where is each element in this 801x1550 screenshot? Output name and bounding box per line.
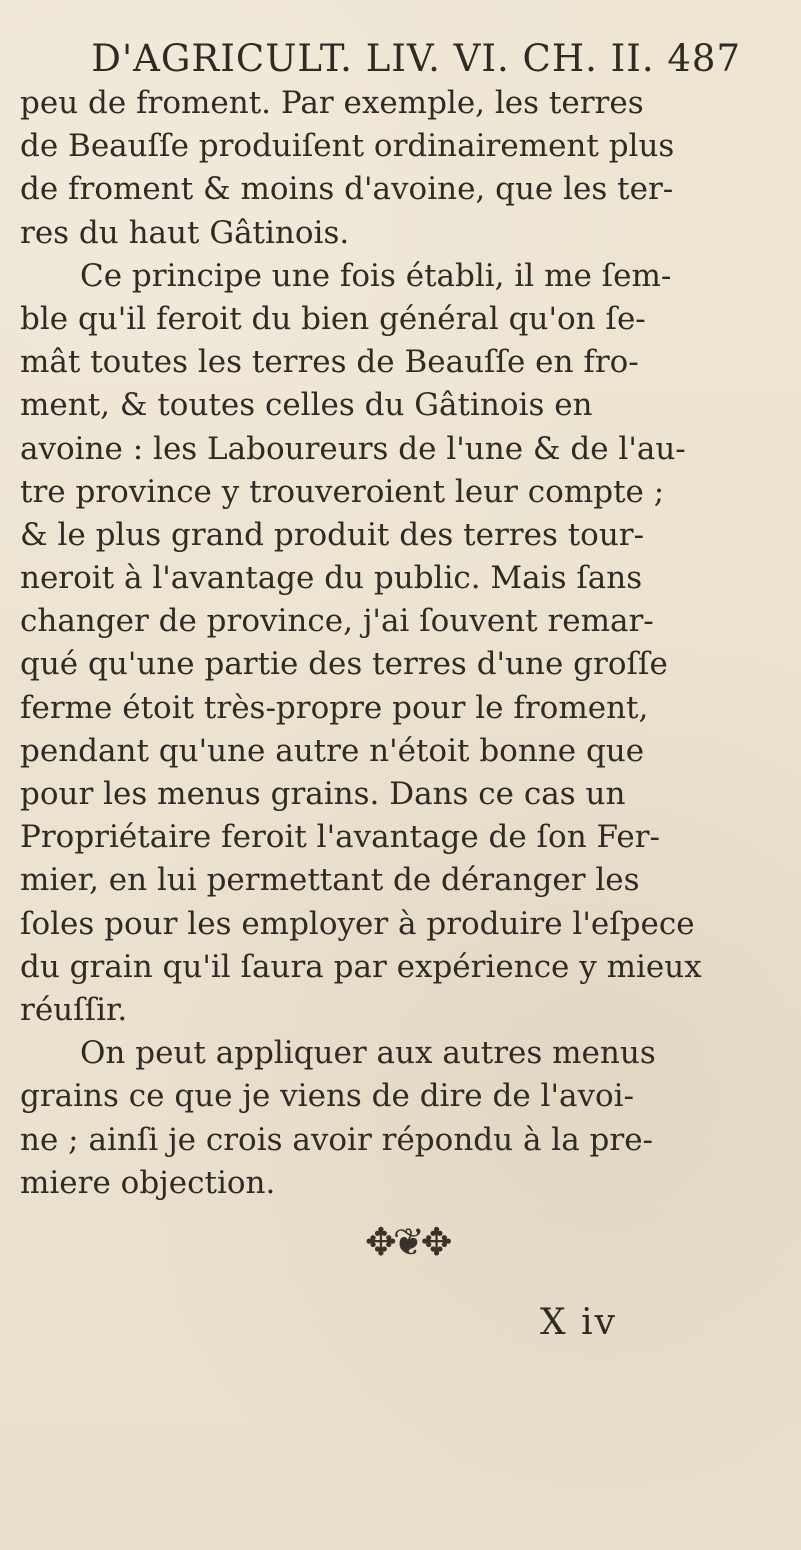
- text-line: pour les menus grains. Dans ce cas un: [20, 776, 626, 812]
- text-line: ſoles pour les employer à produire l'eſpece: [20, 905, 695, 942]
- paragraph-start-line: Ce principe une fois établi, il me ſem-: [80, 257, 672, 294]
- text-line: peu de froment. Par exemple, les terres: [20, 85, 644, 121]
- text-line: & le plus grand produit des terres tour-: [20, 516, 645, 553]
- text-line: ferme étoit très-propre pour le froment,: [20, 689, 649, 726]
- text-line: mât toutes les terres de Beauſſe en fro-: [20, 344, 639, 381]
- text-line: ment, & toutes celles du Gâtinois en: [20, 387, 593, 424]
- text-line: changer de province, j'ai ſouvent remar-: [20, 603, 654, 640]
- text-line: grains ce que je viens de dire de l'avoi-: [20, 1078, 635, 1115]
- text-line: tre province y trouveroient leur compte ;: [20, 473, 665, 510]
- text-line: du grain qu'il ſaura par expérience y mieux: [20, 948, 702, 985]
- text-line: réuſſir.: [20, 991, 128, 1028]
- text-line: avoine : les Laboureurs de l'une & de l'au-: [20, 430, 686, 467]
- text-line: qué qu'une partie des terres d'une groſſe: [20, 646, 668, 683]
- text-line: Propriétaire feroit l'avantage de ſon Fer-: [20, 819, 660, 856]
- body-text: [20, 82, 780, 1205]
- text-line: ble qu'il feroit du bien général qu'on ſe-: [20, 300, 646, 337]
- text-line: miere objection.: [20, 1164, 276, 1201]
- text-line: res du haut Gâtinois.: [20, 214, 350, 251]
- text-line: de froment & moins d'avoine, que les ter-: [20, 171, 674, 208]
- text-line: neroit à l'avantage du public. Mais ſans: [20, 560, 643, 597]
- text-line: ne ; ainſi je crois avoir répondu à la pre-: [20, 1121, 654, 1158]
- paragraph-start-line: On peut appliquer aux autres menus: [80, 1035, 656, 1072]
- running-head: D'AGRICULT. LIV. VI. CH. II. 487: [91, 37, 741, 80]
- fleuron-ornament-icon: ✥❦✥: [365, 1220, 449, 1264]
- text-line: mier, en lui permettant de déranger les: [20, 862, 640, 899]
- text-line: de Beauſſe produiſent ordinairement plus: [20, 128, 675, 165]
- text-line: pendant qu'une autre n'étoit bonne que: [20, 732, 645, 769]
- signature-mark: X iv: [540, 1302, 617, 1343]
